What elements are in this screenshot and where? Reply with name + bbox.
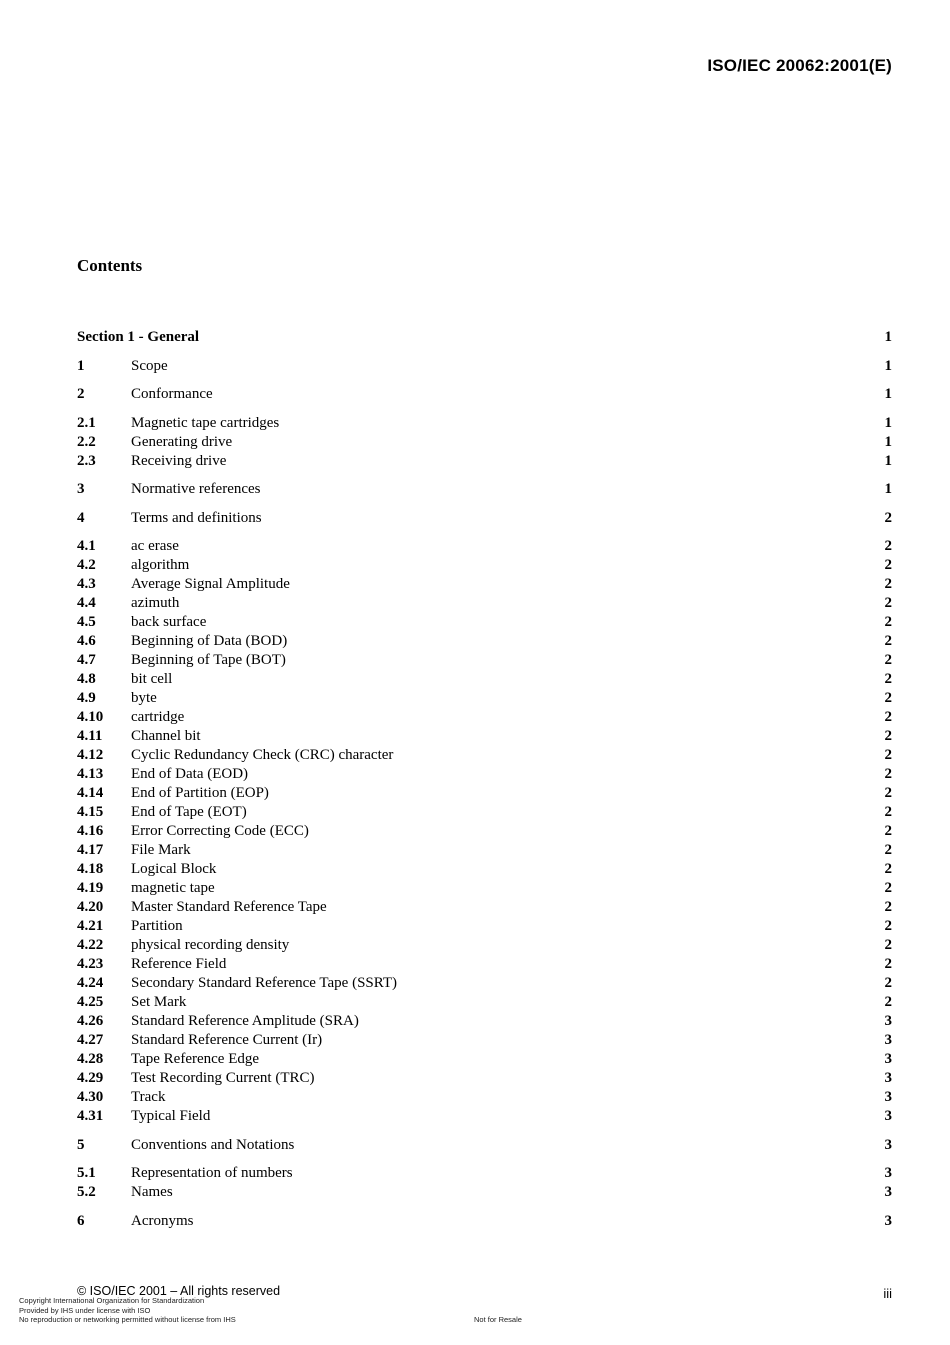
toc-section-title: Section 1 - General xyxy=(77,329,200,345)
toc-entry-page: 3 xyxy=(884,1089,892,1105)
toc-entry[interactable] xyxy=(77,803,892,822)
toc-entry-page: 1 xyxy=(884,414,892,431)
toc-entry[interactable] xyxy=(77,1069,892,1088)
toc-entry-title: End of Data (EOD) xyxy=(131,766,249,782)
toc-entry[interactable] xyxy=(77,746,892,765)
toc-entry[interactable] xyxy=(77,822,892,841)
toc-entry-title: Master Standard Reference Tape xyxy=(131,899,327,915)
toc-entry-page: 3 xyxy=(884,1184,892,1200)
toc-entry-title: Scope xyxy=(131,357,168,374)
toc-entry[interactable] xyxy=(77,993,892,1012)
toc-entry-page: 2 xyxy=(884,633,892,649)
toc-entry-title: Reference Field xyxy=(131,956,227,972)
toc-entry-number: 4.24 xyxy=(77,975,104,991)
toc-entry-title: Terms and definitions xyxy=(131,509,262,526)
toc-entry-page: 2 xyxy=(884,918,892,934)
toc-entry-page: 2 xyxy=(884,709,892,725)
toc-entry[interactable] xyxy=(77,385,892,404)
resale-notice: Not for Resale xyxy=(474,1315,522,1324)
toc-entry-page: 3 xyxy=(884,1032,892,1048)
toc-entry-number: 4.21 xyxy=(77,918,104,934)
toc-entry-title: Standard Reference Current (Ir) xyxy=(131,1032,323,1048)
toc-entry[interactable] xyxy=(77,784,892,803)
toc-entry-number: 4.22 xyxy=(77,937,104,953)
toc-entry-page: 1 xyxy=(884,433,892,450)
toc-entry-number: 4.29 xyxy=(77,1070,104,1086)
toc-entry-number: 5 xyxy=(77,1136,85,1153)
toc-entry-page: 3 xyxy=(884,1013,892,1029)
toc-entry-page: 2 xyxy=(884,614,892,630)
toc-entry[interactable] xyxy=(77,670,892,689)
toc-entry-title: Secondary Standard Reference Tape (SSRT) xyxy=(131,975,398,991)
toc-entry-page: 2 xyxy=(884,690,892,706)
toc-entry-number: 4.4 xyxy=(77,595,96,611)
toc-entry-page: 2 xyxy=(884,557,892,573)
toc-entry[interactable] xyxy=(77,556,892,575)
toc-entry-page: 3 xyxy=(884,1136,892,1153)
toc-entry-number: 4.17 xyxy=(77,842,104,858)
toc-entry[interactable] xyxy=(77,414,892,433)
toc-entry-title: Average Signal Amplitude xyxy=(131,576,290,592)
ihs-line: Copyright International Organization for Standardization xyxy=(19,1296,205,1305)
ihs-line: Provided by IHS under license with ISO xyxy=(19,1305,151,1315)
toc-entry-number: 4.1 xyxy=(77,538,96,554)
toc-entry[interactable] xyxy=(77,879,892,898)
toc-entry[interactable] xyxy=(77,1212,892,1231)
toc-entry-number: 4.12 xyxy=(77,747,104,763)
toc-section-page: 1 xyxy=(884,329,892,345)
toc-entry-number: 5.1 xyxy=(77,1165,96,1181)
toc-entry[interactable] xyxy=(77,689,892,708)
toc-entry[interactable] xyxy=(77,1183,892,1202)
toc-entry-title: Cyclic Redundancy Check (CRC) character xyxy=(131,747,394,763)
toc-entry-page: 3 xyxy=(884,1051,892,1067)
toc-entry[interactable] xyxy=(77,1164,892,1183)
toc-entry-number: 4.8 xyxy=(77,671,96,687)
toc-entry-number: 4.14 xyxy=(77,785,104,801)
toc-entry-number: 4.5 xyxy=(77,614,96,630)
toc-entry-page: 2 xyxy=(884,595,892,611)
toc-entry[interactable] xyxy=(77,955,892,974)
toc-entry[interactable] xyxy=(77,765,892,784)
toc-entry-number: 4.11 xyxy=(77,728,103,744)
toc-entry-title: Tape Reference Edge xyxy=(131,1051,260,1067)
document-id: ISO/IEC 20062:2001(E) xyxy=(707,56,892,75)
toc-entry[interactable] xyxy=(77,1031,892,1050)
toc-entry[interactable] xyxy=(77,433,892,452)
toc-entry-page: 2 xyxy=(884,652,892,668)
toc-entry-title: Names xyxy=(131,1184,173,1200)
toc-entry-page: 2 xyxy=(884,576,892,592)
toc-entry-number: 2.3 xyxy=(77,452,96,469)
toc-entry-page: 2 xyxy=(884,747,892,763)
toc-entry-number: 4.26 xyxy=(77,1013,104,1029)
toc-entry-title: Beginning of Data (BOD) xyxy=(131,633,288,649)
toc-entry-title: cartridge xyxy=(131,709,185,725)
toc-entry-number: 4.23 xyxy=(77,956,104,972)
toc-entry-number: 4.16 xyxy=(77,823,104,839)
toc-entry-title: Beginning of Tape (BOT) xyxy=(131,652,286,668)
toc-entry-page: 1 xyxy=(884,386,892,402)
copyright-notice: © ISO/IEC 2001 – All rights reserved xyxy=(77,1284,281,1298)
toc-entry-title: Channel bit xyxy=(131,728,201,744)
toc-entry-number: 4.30 xyxy=(77,1089,104,1105)
toc-entry-number: 2.1 xyxy=(77,414,96,431)
toc-entry[interactable] xyxy=(77,974,892,993)
toc-entry-number: 2.2 xyxy=(77,433,96,450)
toc-entry-title: azimuth xyxy=(131,595,180,611)
toc-entry-page: 3 xyxy=(884,1108,892,1124)
toc-entry-page: 2 xyxy=(884,785,892,801)
toc-entry-page: 2 xyxy=(884,975,892,991)
toc-entry[interactable] xyxy=(77,594,892,613)
toc-entry[interactable] xyxy=(77,1107,892,1126)
toc-entry-title: bit cell xyxy=(131,671,173,687)
toc-entry-title: Partition xyxy=(131,918,183,934)
toc-entry[interactable] xyxy=(77,613,892,632)
toc-entry-page: 2 xyxy=(884,994,892,1010)
toc-entry-page: 2 xyxy=(884,956,892,972)
toc-entry[interactable] xyxy=(77,575,892,594)
toc-entry-title: Test Recording Current (TRC) xyxy=(131,1070,315,1086)
toc-entry-page: 2 xyxy=(884,804,892,820)
toc-entry-title: Error Correcting Code (ECC) xyxy=(131,823,309,839)
toc-entry-number: 4.9 xyxy=(77,690,96,706)
toc-entry-title: physical recording density xyxy=(131,937,290,953)
page-number: iii xyxy=(883,1286,892,1301)
page-title: Contents xyxy=(77,256,143,275)
toc-entry-title: magnetic tape xyxy=(131,880,215,896)
toc-entry-page: 3 xyxy=(884,1070,892,1086)
toc-entry-title: Normative references xyxy=(131,481,261,497)
toc-entry-title: algorithm xyxy=(131,557,190,573)
toc-entry-page: 2 xyxy=(884,880,892,896)
toc-entry-number: 6 xyxy=(77,1212,85,1229)
toc-entry-page: 2 xyxy=(884,937,892,953)
toc-entry-number: 4.7 xyxy=(77,652,96,668)
toc-entry-title: ac erase xyxy=(131,538,179,554)
toc-entry-page: 2 xyxy=(884,671,892,687)
toc-entry[interactable] xyxy=(77,841,892,860)
toc-entry-page: 2 xyxy=(884,842,892,858)
toc-entry-title: Conformance xyxy=(131,386,213,402)
toc-entry[interactable] xyxy=(77,936,892,955)
toc-entry[interactable] xyxy=(77,1136,892,1155)
toc-entry-number: 4.27 xyxy=(77,1032,104,1048)
toc-entry-number: 2 xyxy=(77,386,85,402)
toc-entry-page: 1 xyxy=(884,452,892,469)
toc-entry-title: Representation of numbers xyxy=(131,1165,293,1181)
toc-entry-title: Magnetic tape cartridges xyxy=(131,414,280,431)
toc-entry-number: 1 xyxy=(77,357,85,374)
toc-entry-number: 4.15 xyxy=(77,804,104,820)
toc-entry-page: 2 xyxy=(884,899,892,915)
toc-entry-number: 4.10 xyxy=(77,709,104,725)
toc-entry-title: byte xyxy=(131,690,157,706)
toc-entry-title: End of Partition (EOP) xyxy=(131,785,269,801)
toc-entry-title: Typical Field xyxy=(131,1108,211,1124)
toc-entry[interactable] xyxy=(77,860,892,879)
ihs-line: No reproduction or networking permitted without license from IHS xyxy=(19,1315,236,1324)
toc-entry-page: 2 xyxy=(884,823,892,839)
toc-entry[interactable] xyxy=(77,480,892,499)
toc-entry-number: 4.2 xyxy=(77,557,96,573)
toc-entry-page: 2 xyxy=(884,509,892,526)
toc-entry-title: Generating drive xyxy=(131,433,233,450)
toc-entry-number: 4.6 xyxy=(77,633,96,649)
toc-entry[interactable] xyxy=(77,357,892,376)
toc-entry[interactable] xyxy=(77,537,892,556)
toc-entry-number: 4.3 xyxy=(77,576,96,592)
toc-entry-title: Standard Reference Amplitude (SRA) xyxy=(131,1013,359,1029)
toc-entry[interactable] xyxy=(77,898,892,917)
toc-entry-number: 4 xyxy=(77,509,85,526)
toc-entry-title: File Mark xyxy=(131,842,191,858)
toc-entry-title: Logical Block xyxy=(131,861,217,877)
toc-entry-page: 2 xyxy=(884,728,892,744)
ihs-notice xyxy=(19,1296,236,1325)
toc-entry-number: 5.2 xyxy=(77,1184,96,1200)
toc-entry[interactable] xyxy=(77,727,892,746)
toc-entry-title: back surface xyxy=(131,614,207,630)
toc-entry[interactable] xyxy=(77,651,892,670)
toc-entry[interactable] xyxy=(77,917,892,936)
toc-entry-page: 1 xyxy=(884,357,892,374)
toc-entry-page: 2 xyxy=(884,538,892,554)
toc-entry-title: Conventions and Notations xyxy=(131,1136,295,1153)
table-of-contents xyxy=(77,328,892,1231)
toc-entry-number: 4.20 xyxy=(77,899,104,915)
toc-entry[interactable] xyxy=(77,509,892,528)
toc-entry-number: 4.31 xyxy=(77,1108,104,1124)
toc-entry-title: Track xyxy=(131,1089,166,1105)
toc-entry-title: Receiving drive xyxy=(131,452,227,469)
toc-entry-title: End of Tape (EOT) xyxy=(131,804,247,820)
toc-entry[interactable] xyxy=(77,708,892,727)
toc-entry[interactable] xyxy=(77,452,892,471)
toc-entry-number: 4.28 xyxy=(77,1051,104,1067)
toc-entry-page: 2 xyxy=(884,861,892,877)
toc-entry-number: 4.18 xyxy=(77,861,104,877)
toc-entry-page: 1 xyxy=(884,481,892,497)
toc-entry-number: 4.25 xyxy=(77,994,104,1010)
toc-entry-number: 4.19 xyxy=(77,880,104,896)
toc-entry[interactable] xyxy=(77,1012,892,1031)
toc-entry-title: Set Mark xyxy=(131,994,187,1010)
toc-entry-page: 3 xyxy=(884,1212,892,1229)
toc-entry[interactable] xyxy=(77,632,892,651)
toc-entry[interactable] xyxy=(77,1088,892,1107)
toc-section-row[interactable] xyxy=(77,328,892,347)
toc-entry-page: 3 xyxy=(884,1165,892,1181)
toc-entry[interactable] xyxy=(77,1050,892,1069)
toc-entry-number: 3 xyxy=(77,481,85,497)
toc-entry-page: 2 xyxy=(884,766,892,782)
toc-entry-title: Acronyms xyxy=(131,1212,194,1229)
toc-entry-number: 4.13 xyxy=(77,766,104,782)
